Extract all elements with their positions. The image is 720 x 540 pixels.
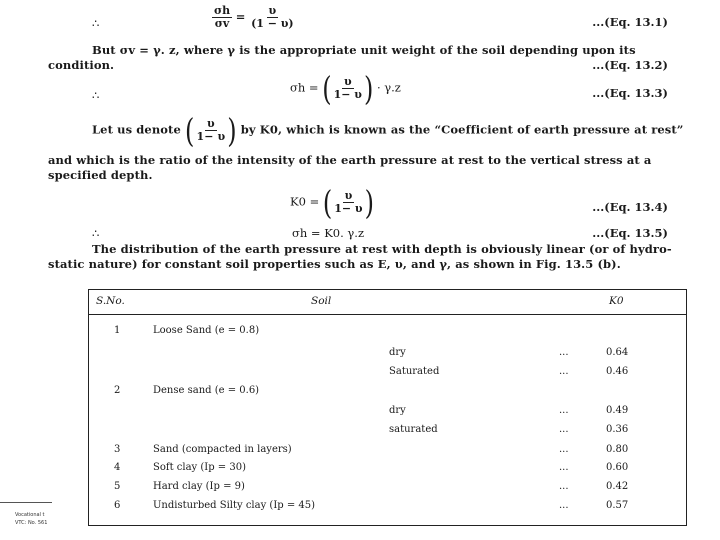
row1a-dots: ... (559, 347, 569, 358)
eq3-numerator: υ (343, 75, 352, 88)
equation-number-13-2: ...(Eq. 13.2) (592, 58, 668, 72)
eq1-lhs-denominator: σv (214, 17, 230, 30)
paragraph-4-line-2: static nature) for constant soil properties such as E, υ, and γ, as shown in Fig. 13.5 (b). (48, 257, 621, 271)
para2-numerator: υ (206, 117, 215, 130)
footer-rule (0, 502, 52, 503)
eq1-lhs-numerator: σh (214, 4, 231, 17)
eq1-rhs-numerator: υ (268, 4, 277, 17)
paragraph-3-line-1: and which is the ratio of the intensity of the earth pressure at rest to the vertical stress at a (48, 153, 652, 167)
row1a-cond: dry (389, 347, 406, 358)
paragraph-1-line-1: But σv = γ. z, where γ is the appropriate unit weight of the soil depending upon its (92, 43, 636, 57)
row3-sno: 3 (114, 444, 121, 455)
row5-dots: ... (559, 481, 569, 492)
footer-line-2: VTC: No. 561 (15, 520, 48, 526)
therefore-symbol-3: ∴ (92, 226, 100, 240)
row1-soil: Loose Sand (e = 0.8) (153, 325, 260, 336)
k0-table (88, 289, 687, 526)
row1b-k0: 0.46 (606, 366, 629, 377)
eq4-lhs: K0 = (290, 194, 320, 209)
row2b-dots: ... (559, 424, 569, 435)
row2a-cond: dry (389, 405, 406, 416)
equation-number-13-4: ...(Eq. 13.4) (592, 200, 668, 214)
paragraph-3-line-2: specified depth. (48, 168, 153, 182)
row3-dots: ... (559, 444, 569, 455)
para2-tail: by K0, which is known as the “Coefficient of earth pressure at rest” (240, 122, 684, 137)
eq1-equals: = (235, 9, 246, 24)
eq3-tail: · γ.z (376, 80, 401, 95)
row2a-k0: 0.49 (606, 405, 629, 416)
row1b-cond: Saturated (389, 366, 440, 377)
eq3-denominator: 1− υ (333, 88, 362, 101)
row3-soil: Sand (compacted in layers) (153, 444, 292, 455)
row1b-dots: ... (559, 366, 569, 377)
equation-13-5: σh = K0. γ.z (292, 226, 365, 240)
eq1-rhs-denominator: (1 − υ) (251, 17, 294, 30)
eq4-denominator: 1− υ (334, 202, 363, 215)
row1a-k0: 0.64 (606, 347, 629, 358)
paragraph-1-line-2: condition. (48, 58, 115, 72)
equation-number-13-1: ...(Eq. 13.1) (592, 15, 668, 29)
row4-sno: 4 (114, 462, 121, 473)
row2-soil: Dense sand (e = 0.6) (153, 385, 260, 396)
equation-number-13-3: ...(Eq. 13.3) (592, 86, 668, 100)
row5-sno: 5 (114, 481, 121, 492)
row4-dots: ... (559, 462, 569, 473)
row5-soil: Hard clay (Ip = 9) (153, 481, 245, 492)
row6-soil: Undisturbed Silty clay (Ip = 45) (153, 500, 316, 511)
footer-line-1: Vocational t (15, 512, 45, 518)
therefore-symbol: ∴ (92, 16, 100, 30)
row3-k0: 0.80 (606, 444, 629, 455)
equation-13-1 (212, 5, 296, 30)
row5-k0: 0.42 (606, 481, 629, 492)
header-soil: Soil (311, 295, 332, 307)
eq4-numerator: υ (344, 189, 353, 202)
row1-sno: 1 (114, 325, 121, 336)
table-header (89, 290, 686, 315)
row2b-cond: saturated (389, 424, 438, 435)
header-k0: K0 (609, 295, 624, 307)
row6-dots: ... (559, 500, 569, 511)
paragraph-4-line-1: The distribution of the earth pressure at rest with depth is obviously linear (or of hydro- (92, 242, 672, 256)
row6-k0: 0.57 (606, 500, 629, 511)
para2-denominator: 1− υ (196, 130, 226, 143)
header-sno: S.No. (96, 295, 125, 307)
equation-13-3: σh = ( $\frac{\upsilon}{1- \upsilon}$ ) · γ.z (290, 69, 401, 108)
para2-lead: Let us denote (92, 122, 181, 137)
row2-sno: 2 (114, 385, 121, 396)
therefore-symbol-2: ∴ (92, 88, 100, 102)
row2a-dots: ... (559, 405, 569, 416)
row4-k0: 0.60 (606, 462, 629, 473)
equation-number-13-5: ...(Eq. 13.5) (592, 226, 668, 240)
row4-soil: Soft clay (Ip = 30) (153, 462, 246, 473)
paragraph-2-line-1: Let us denote ( $\frac{\upsilon}{1- \upsilon}$ ) by K0, which is known as the “Coefficient of earth pressure at rest” (92, 111, 684, 150)
row2b-k0: 0.36 (606, 424, 629, 435)
equation-13-4: K0 = ( $\frac{\upsilon}{1- \upsilon}$ ) (290, 183, 374, 222)
row6-sno: 6 (114, 500, 121, 511)
eq3-lhs: σh = (290, 80, 319, 95)
